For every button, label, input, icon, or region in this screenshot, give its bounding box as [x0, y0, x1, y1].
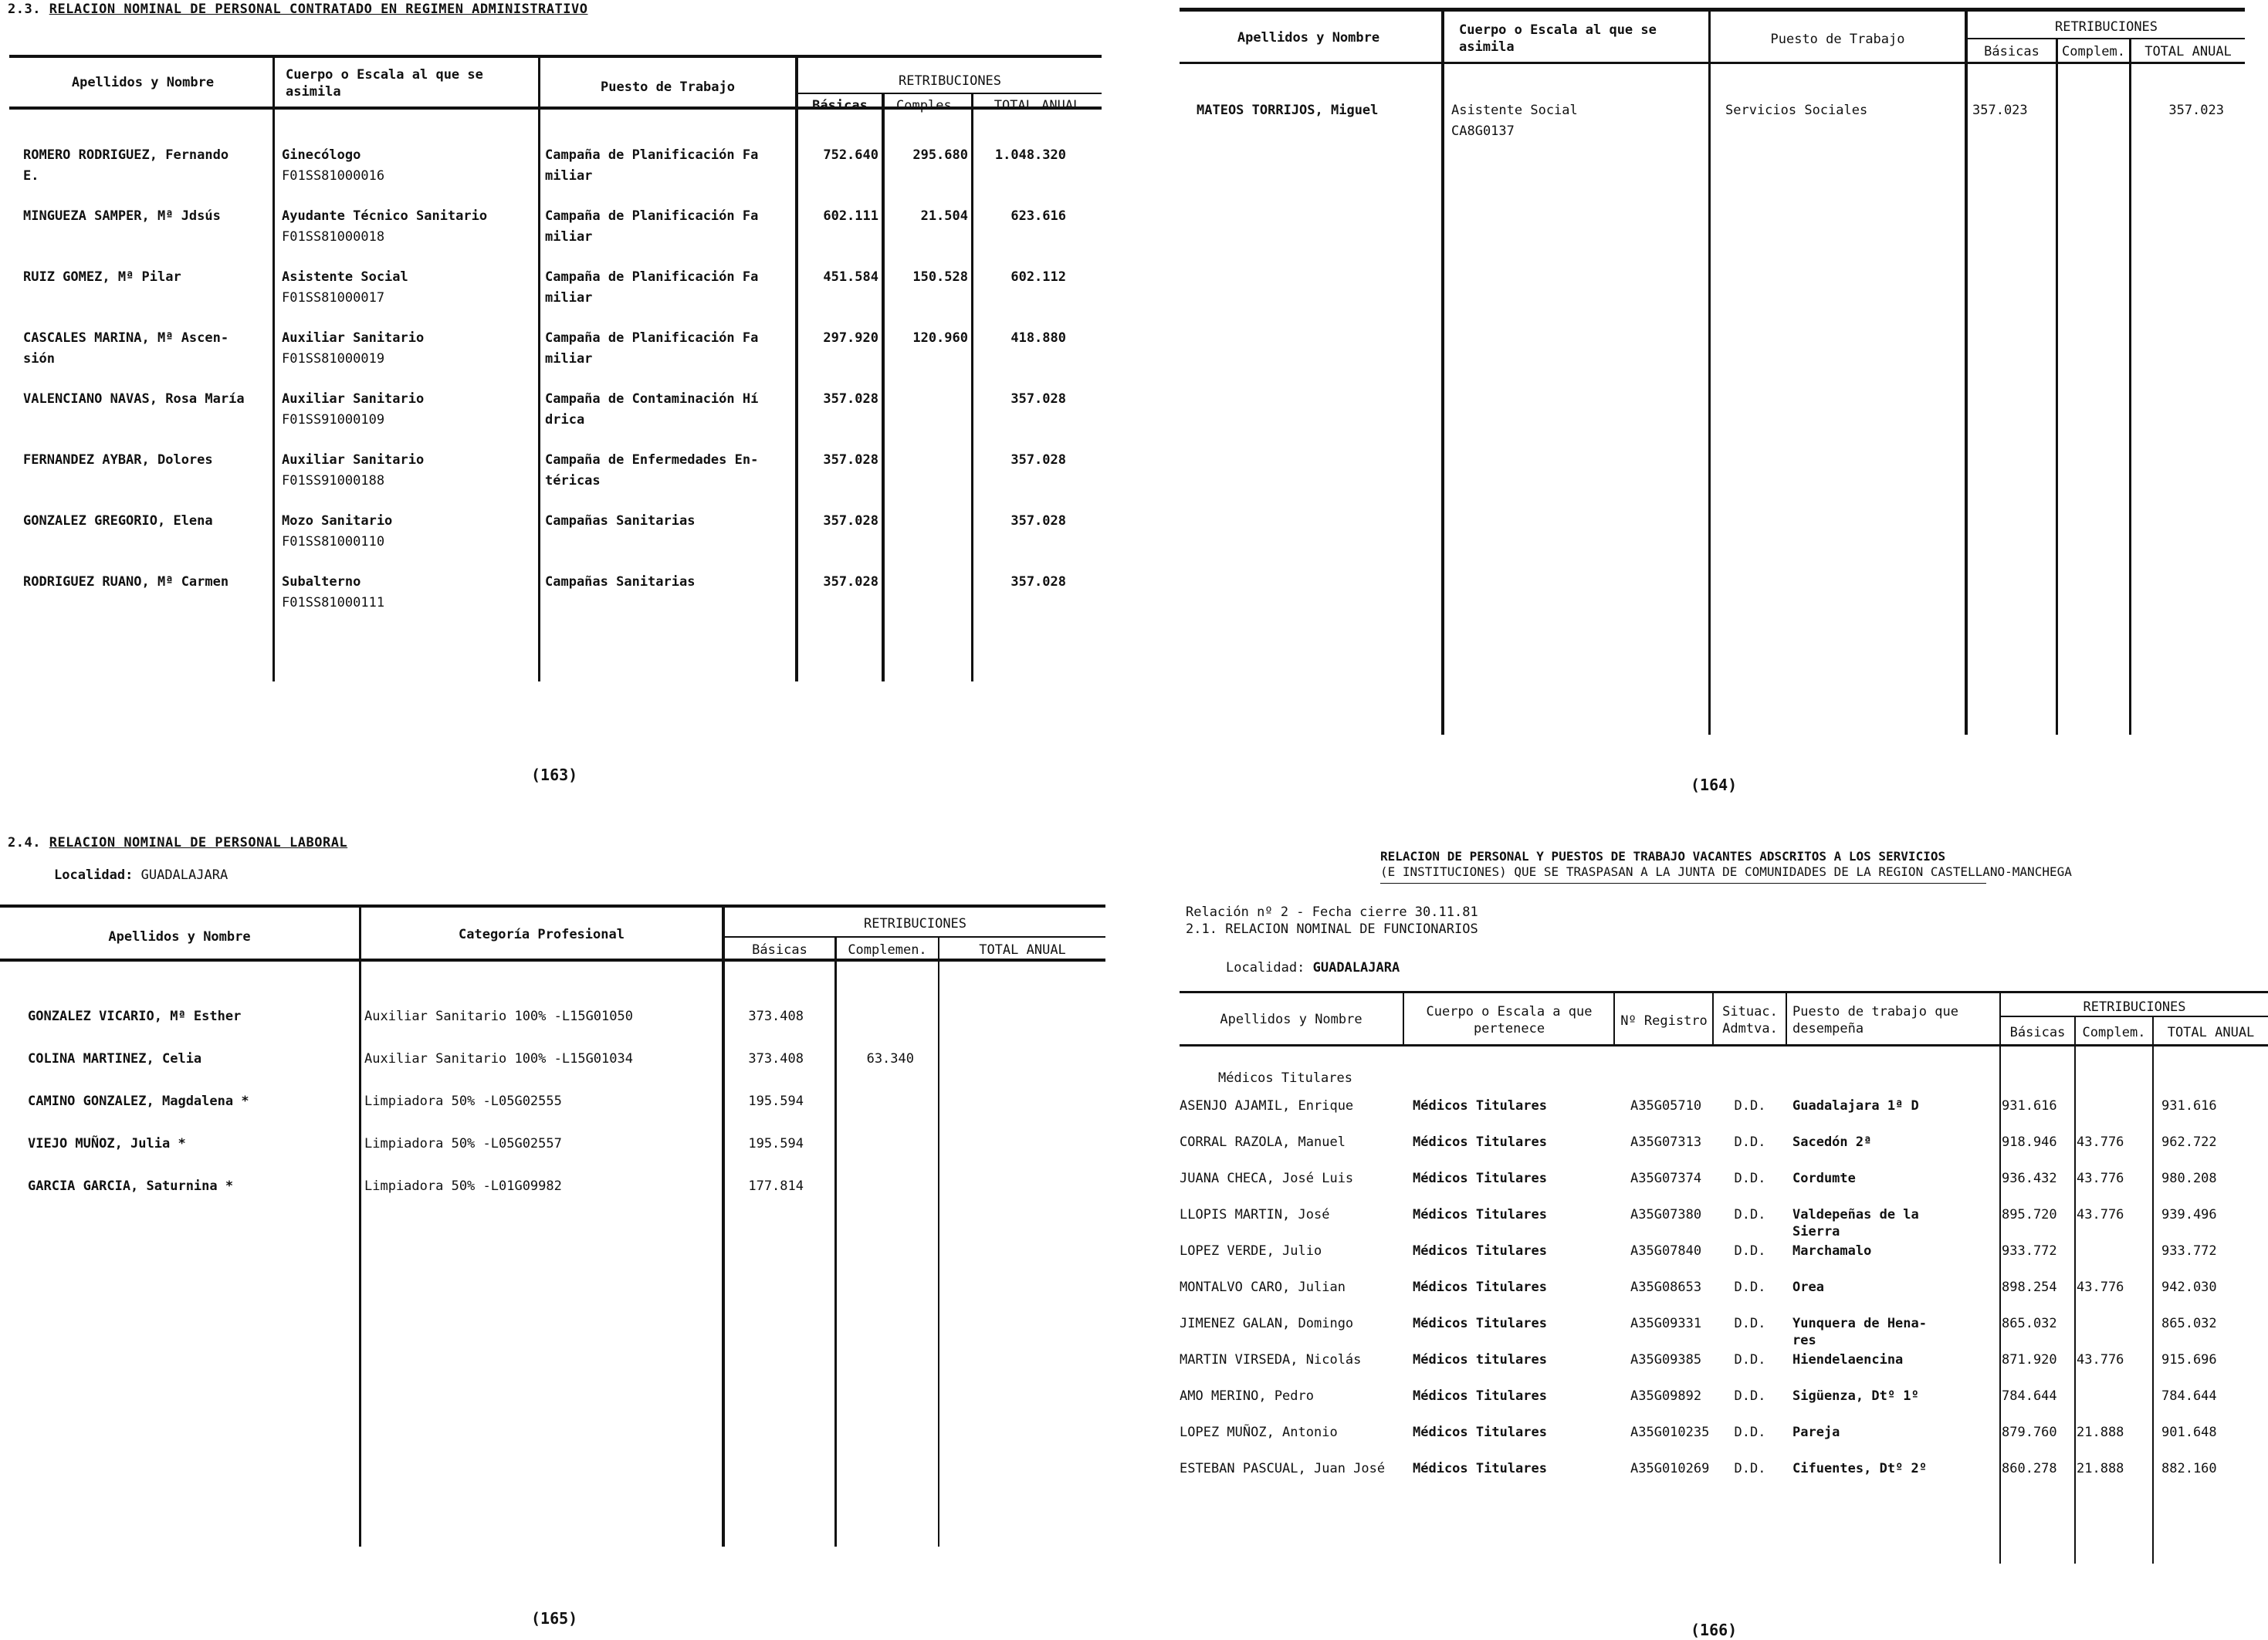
- codigo-cell: F01SS81000019: [282, 351, 385, 367]
- header-basicas: Básicas: [2009, 1025, 2066, 1040]
- total-cell: 915.696: [2161, 1352, 2217, 1368]
- cuerpo-cell: Médicos Titulares: [1413, 1388, 1547, 1404]
- nombre-cell: VALENCIANO NAVAS, Rosa María: [23, 391, 245, 407]
- header-total: TOTAL ANUAL: [994, 98, 1082, 113]
- puesto-cont-cell: drica: [545, 412, 585, 428]
- header-complem: Complem.: [2082, 1025, 2146, 1040]
- registro-cell: A35G09331: [1630, 1316, 1702, 1331]
- puesto-cell: Hiendelaencina: [1792, 1352, 1904, 1368]
- header-basicas: Básicas: [812, 98, 868, 113]
- header-total: TOTAL ANUAL: [2144, 44, 2232, 59]
- basicas-cell: 918.946: [2002, 1134, 2057, 1150]
- basicas-cell: 195.594: [748, 1136, 804, 1151]
- nombre-cell: MINGUEZA SAMPER, Mª Jdsús: [23, 208, 221, 224]
- cuerpo-cell: Asistente Social: [1451, 103, 1578, 118]
- registro-cell: A35G07380: [1630, 1207, 1702, 1222]
- section-title: 2.1. RELACION NOMINAL DE FUNCIONARIOS: [1186, 921, 1478, 937]
- puesto-cell: Cifuentes, Dtº 2º: [1792, 1461, 1927, 1476]
- header-nombre: Apellidos y Nombre: [1237, 30, 1380, 46]
- total-cell: 901.648: [2161, 1425, 2217, 1440]
- puesto-cell: Valdepeñas de la: [1792, 1207, 1919, 1222]
- basicas-cell: 357.028: [823, 574, 878, 590]
- nombre-cell: COLINA MARTINEZ, Celia: [28, 1051, 202, 1067]
- page-number: (165): [531, 1609, 578, 1628]
- basicas-cell: 752.640: [823, 147, 878, 163]
- total-cell: 931.616: [2161, 1098, 2217, 1114]
- header-cuerpo: Cuerpo o Escala al que se asimila: [1459, 22, 1657, 55]
- puesto-cont-cell: miliar: [545, 351, 593, 367]
- nombre-cell: GONZALEZ VICARIO, Mª Esther: [28, 1009, 242, 1024]
- codigo-cell: F01SS81000017: [282, 290, 385, 306]
- situac-cell: D.D.: [1734, 1207, 1766, 1222]
- section-title: 2.3. RELACION NOMINAL DE PERSONAL CONTRATADO EN REGIMEN ADMINISTRATIVO: [8, 2, 588, 17]
- nombre-cell: ESTEBAN PASCUAL, Juan José: [1180, 1461, 1386, 1476]
- title-line-1: RELACION DE PERSONAL Y PUESTOS DE TRABAJO VACANTES ADSCRITOS A LOS SERVICIOS: [1380, 849, 1946, 864]
- total-cell: 882.160: [2161, 1461, 2217, 1476]
- header-retribuciones: RETRIBUCIONES: [2083, 999, 2186, 1015]
- total-cell: 784.644: [2161, 1388, 2217, 1404]
- situac-cell: D.D.: [1734, 1316, 1766, 1331]
- puesto-cont-cell: Sierra: [1792, 1224, 1840, 1239]
- nombre-cell: ASENJO AJAMIL, Enrique: [1180, 1098, 1354, 1114]
- basicas-cell: 898.254: [2002, 1280, 2057, 1295]
- total-cell: 623.616: [1010, 208, 1066, 224]
- nombre-cell: GARCIA GARCIA, Saturnina *: [28, 1178, 234, 1194]
- header-retribuciones: RETRIBUCIONES: [898, 73, 1002, 89]
- complem-cell: 43.776: [2077, 1134, 2124, 1150]
- basicas-cell: 860.278: [2002, 1461, 2057, 1476]
- situac-cell: D.D.: [1734, 1098, 1766, 1114]
- basicas-cell: 177.814: [748, 1178, 804, 1194]
- cuerpo-cell: Médicos Titulares: [1413, 1425, 1547, 1440]
- cuerpo-cell: Médicos titulares: [1413, 1352, 1547, 1368]
- basicas-cell: 936.432: [2002, 1171, 2057, 1186]
- basicas-cell: 451.584: [823, 269, 878, 285]
- header-complem: Complem.: [2062, 44, 2125, 59]
- cuerpo-cell: Médicos Titulares: [1413, 1461, 1547, 1476]
- puesto-cell: Campaña de Planificación Fa: [545, 330, 759, 346]
- puesto-cell: Campañas Sanitarias: [545, 513, 696, 529]
- situac-cell: D.D.: [1734, 1461, 1766, 1476]
- puesto-cell: Campaña de Planificación Fa: [545, 147, 759, 163]
- basicas-cell: 195.594: [748, 1094, 804, 1109]
- categoria-cell: Limpiadora 50% -L05G02557: [364, 1136, 562, 1151]
- cuerpo-cell: Médicos Titulares: [1413, 1171, 1547, 1186]
- header-basicas: Básicas: [752, 942, 807, 958]
- cuerpo-cell: Ayudante Técnico Sanitario: [282, 208, 488, 224]
- basicas-cell: 784.644: [2002, 1388, 2057, 1404]
- basicas-cell: 933.772: [2002, 1243, 2057, 1259]
- nombre-cell: VIEJO MUÑOZ, Julia *: [28, 1136, 186, 1151]
- puesto-cell: Campañas Sanitarias: [545, 574, 696, 590]
- header-retribuciones: RETRIBUCIONES: [2054, 19, 2158, 35]
- situac-cell: D.D.: [1734, 1280, 1766, 1295]
- cuerpo-cell: Médicos Titulares: [1413, 1134, 1547, 1150]
- cuerpo-cell: Médicos Titulares: [1413, 1207, 1547, 1222]
- localidad: Localidad: GUADALAJARA: [54, 867, 228, 883]
- cuerpo-cell: Auxiliar Sanitario: [282, 391, 425, 407]
- codigo-cell: F01SS81000110: [282, 534, 385, 549]
- registro-cell: A35G07840: [1630, 1243, 1702, 1259]
- puesto-cell: Orea: [1792, 1280, 1824, 1295]
- nombre-cell: CAMINO GONZALEZ, Magdalena *: [28, 1094, 249, 1109]
- registro-cell: A35G08653: [1630, 1280, 1702, 1295]
- page-number: (166): [1691, 1621, 1738, 1639]
- cuerpo-cell: Mozo Sanitario: [282, 513, 393, 529]
- situac-cell: D.D.: [1734, 1243, 1766, 1259]
- nombre-cell: LOPEZ MUÑOZ, Antonio: [1180, 1425, 1338, 1440]
- header-comples: Comples.: [896, 98, 960, 113]
- basicas-cell: 871.920: [2002, 1352, 2057, 1368]
- page-number: (163): [531, 766, 578, 784]
- codigo-cell: F01SS91000109: [282, 412, 385, 428]
- comples-cell: 295.680: [912, 147, 968, 163]
- categoria-cell: Limpiadora 50% -L05G02555: [364, 1094, 562, 1109]
- header-situac: Situac. Admtva.: [1722, 1004, 1778, 1036]
- complem-cell: 43.776: [2077, 1171, 2124, 1186]
- puesto-cell: Marchamalo: [1792, 1243, 1872, 1259]
- total-cell: 939.496: [2161, 1207, 2217, 1222]
- situac-cell: D.D.: [1734, 1171, 1766, 1186]
- header-retribuciones: RETRIBUCIONES: [863, 916, 967, 932]
- cuerpo-cell: Médicos Titulares: [1413, 1280, 1547, 1295]
- cuerpo-cell: Médicos Titulares: [1413, 1243, 1547, 1259]
- nombre-cell: RODRIGUEZ RUANO, Mª Carmen: [23, 574, 229, 590]
- nombre-cell: AMO MERINO, Pedro: [1180, 1388, 1314, 1404]
- puesto-cell: Yunquera de Hena-: [1792, 1316, 1927, 1331]
- cuerpo-cell: Subalterno: [282, 574, 361, 590]
- header-registro: Nº Registro: [1620, 1013, 1708, 1029]
- puesto-cell: Campaña de Planificación Fa: [545, 269, 759, 285]
- title-line-2: (E INSTITUCIONES) QUE SE TRASPASAN A LA JUNTA DE COMUNIDADES DE LA REGION CASTELLANO-MANCHEGA: [1380, 864, 2072, 879]
- total-cell: 942.030: [2161, 1280, 2217, 1295]
- situac-cell: D.D.: [1734, 1388, 1766, 1404]
- section-title: 2.4. RELACION NOMINAL DE PERSONAL LABORAL: [8, 835, 348, 850]
- basicas-cell: 602.111: [823, 208, 878, 224]
- categoria-cell: Limpiadora 50% -L01G09982: [364, 1178, 562, 1194]
- nombre-cell: JUANA CHECA, José Luis: [1180, 1171, 1354, 1186]
- nombre-cell: CORRAL RAZOLA, Manuel: [1180, 1134, 1346, 1150]
- total-cell: 357.028: [1010, 574, 1066, 590]
- nombre-cell: CASCALES MARINA, Mª Ascen-: [23, 330, 229, 346]
- page-number: (164): [1691, 776, 1738, 794]
- page-165: [0, 826, 1112, 1640]
- registro-cell: A35G07374: [1630, 1171, 1702, 1186]
- header-nombre: Apellidos y Nombre: [108, 929, 251, 945]
- puesto-cell: Campaña de Planificación Fa: [545, 208, 759, 224]
- group-label: Médicos Titulares: [1218, 1070, 1352, 1086]
- header-nombre: Apellidos y Nombre: [1220, 1012, 1362, 1027]
- basicas-cell: 865.032: [2002, 1316, 2057, 1331]
- cuerpo-cell: Ginecólogo: [282, 147, 361, 163]
- codigo-cell: F01SS81000111: [282, 595, 385, 610]
- complem-cell: 21.888: [2077, 1461, 2124, 1476]
- nombre-cell: LLOPIS MARTIN, José: [1180, 1207, 1330, 1222]
- localidad: Localidad: GUADALAJARA: [1226, 960, 1400, 976]
- header-puesto: Puesto de Trabajo: [1770, 32, 1905, 47]
- cuerpo-cell: Auxiliar Sanitario: [282, 452, 425, 468]
- nombre-cell: MARTIN VIRSEDA, Nicolás: [1180, 1352, 1362, 1368]
- puesto-cell: Campaña de Contaminación Hí: [545, 391, 759, 407]
- registro-cell: A35G09892: [1630, 1388, 1702, 1404]
- nombre-cell: LOPEZ VERDE, Julio: [1180, 1243, 1322, 1259]
- nombre-cont-cell: sión: [23, 351, 55, 367]
- registro-cell: A35G05710: [1630, 1098, 1702, 1114]
- nombre-cell: GONZALEZ GREGORIO, Elena: [23, 513, 213, 529]
- puesto-cell: Sacedón 2ª: [1792, 1134, 1872, 1150]
- header-puesto: Puesto de trabajo que desempeña: [1792, 1004, 1958, 1036]
- total-cell: 933.772: [2161, 1243, 2217, 1259]
- header-total: TOTAL ANUAL: [979, 942, 1066, 958]
- puesto-cell: Guadalajara 1ª D: [1792, 1098, 1919, 1114]
- total-cell: 357.023: [2168, 103, 2224, 118]
- page-163: [0, 0, 1112, 803]
- cuerpo-cell: Auxiliar Sanitario: [282, 330, 425, 346]
- nombre-cell: RUIZ GOMEZ, Mª Pilar: [23, 269, 181, 285]
- header-basicas: Básicas: [1984, 44, 2040, 59]
- complem-cell: 43.776: [2077, 1207, 2124, 1222]
- cuerpo-cell: Médicos Titulares: [1413, 1098, 1547, 1114]
- header-puesto: Puesto de Trabajo: [601, 79, 735, 95]
- complem-cell: 43.776: [2077, 1352, 2124, 1368]
- puesto-cell: Pareja: [1792, 1425, 1840, 1440]
- header-cuerpo: Cuerpo o Escala a que pertenece: [1426, 1004, 1593, 1036]
- cuerpo-cell: Asistente Social: [282, 269, 408, 285]
- categoria-cell: Auxiliar Sanitario 100% -L15G01050: [364, 1009, 633, 1024]
- total-cell: 357.028: [1010, 452, 1066, 468]
- page-166: [1158, 826, 2268, 1640]
- basicas-cell: 357.028: [823, 452, 878, 468]
- codigo-cell: F01SS81000018: [282, 229, 385, 245]
- cuerpo-cell: Médicos Titulares: [1413, 1316, 1547, 1331]
- header-total: TOTAL ANUAL: [2167, 1025, 2255, 1040]
- header-nombre: Apellidos y Nombre: [71, 75, 215, 90]
- total-cell: 962.722: [2161, 1134, 2217, 1150]
- puesto-cell: Servicios Sociales: [1725, 103, 1868, 118]
- basicas-cell: 879.760: [2002, 1425, 2057, 1440]
- puesto-cont-cell: miliar: [545, 229, 593, 245]
- comples-cell: 120.960: [912, 330, 968, 346]
- codigo-cell: F01SS91000188: [282, 473, 385, 489]
- puesto-cell: Cordumte: [1792, 1171, 1856, 1186]
- header-cuerpo: Cuerpo o Escala al que se asimila: [286, 67, 483, 100]
- complem-cell: 63.340: [866, 1051, 914, 1067]
- header-categoria: Categoría Profesional: [459, 927, 625, 942]
- basicas-cell: 373.408: [748, 1051, 804, 1067]
- puesto-cell: Sigüenza, Dtº 1º: [1792, 1388, 1919, 1404]
- codigo-cell: F01SS81000016: [282, 168, 385, 184]
- total-cell: 865.032: [2161, 1316, 2217, 1331]
- registro-cell: A35G010235: [1630, 1425, 1710, 1440]
- total-cell: 980.208: [2161, 1171, 2217, 1186]
- total-cell: 357.028: [1010, 513, 1066, 529]
- basicas-cell: 357.023: [1972, 103, 2028, 118]
- puesto-cont-cell: téricas: [545, 473, 601, 489]
- total-cell: 602.112: [1010, 269, 1066, 285]
- basicas-cell: 357.028: [823, 513, 878, 529]
- categoria-cell: Auxiliar Sanitario 100% -L15G01034: [364, 1051, 633, 1067]
- basicas-cell: 297.920: [823, 330, 878, 346]
- nombre-cell: MATEOS TORRIJOS, Miguel: [1197, 103, 1379, 118]
- registro-cell: A35G09385: [1630, 1352, 1702, 1368]
- page-164: [1158, 0, 2268, 803]
- nombre-cell: JIMENEZ GALAN, Domingo: [1180, 1316, 1354, 1331]
- comples-cell: 150.528: [912, 269, 968, 285]
- codigo-cell: CA8G0137: [1451, 123, 1515, 139]
- situac-cell: D.D.: [1734, 1352, 1766, 1368]
- situac-cell: D.D.: [1734, 1425, 1766, 1440]
- basicas-cell: 931.616: [2002, 1098, 2057, 1114]
- puesto-cont-cell: miliar: [545, 168, 593, 184]
- total-cell: 357.028: [1010, 391, 1066, 407]
- nombre-cell: ROMERO RODRIGUEZ, Fernando: [23, 147, 229, 163]
- registro-cell: A35G010269: [1630, 1461, 1710, 1476]
- nombre-cell: MONTALVO CARO, Julian: [1180, 1280, 1346, 1295]
- basicas-cell: 895.720: [2002, 1207, 2057, 1222]
- puesto-cont-cell: miliar: [545, 290, 593, 306]
- registro-cell: A35G07313: [1630, 1134, 1702, 1150]
- complem-cell: 21.888: [2077, 1425, 2124, 1440]
- basicas-cell: 357.028: [823, 391, 878, 407]
- nombre-cont-cell: E.: [23, 168, 39, 184]
- situac-cell: D.D.: [1734, 1134, 1766, 1150]
- total-cell: 1.048.320: [994, 147, 1066, 163]
- nombre-cell: FERNANDEZ AYBAR, Dolores: [23, 452, 213, 468]
- complem-cell: 43.776: [2077, 1280, 2124, 1295]
- total-cell: 418.880: [1010, 330, 1066, 346]
- relacion-line: Relación nº 2 - Fecha cierre 30.11.81: [1186, 905, 1478, 920]
- puesto-cont-cell: res: [1792, 1333, 1816, 1348]
- header-complem: Complemen.: [848, 942, 927, 958]
- comples-cell: 21.504: [920, 208, 968, 224]
- basicas-cell: 373.408: [748, 1009, 804, 1024]
- puesto-cell: Campaña de Enfermedades En-: [545, 452, 759, 468]
